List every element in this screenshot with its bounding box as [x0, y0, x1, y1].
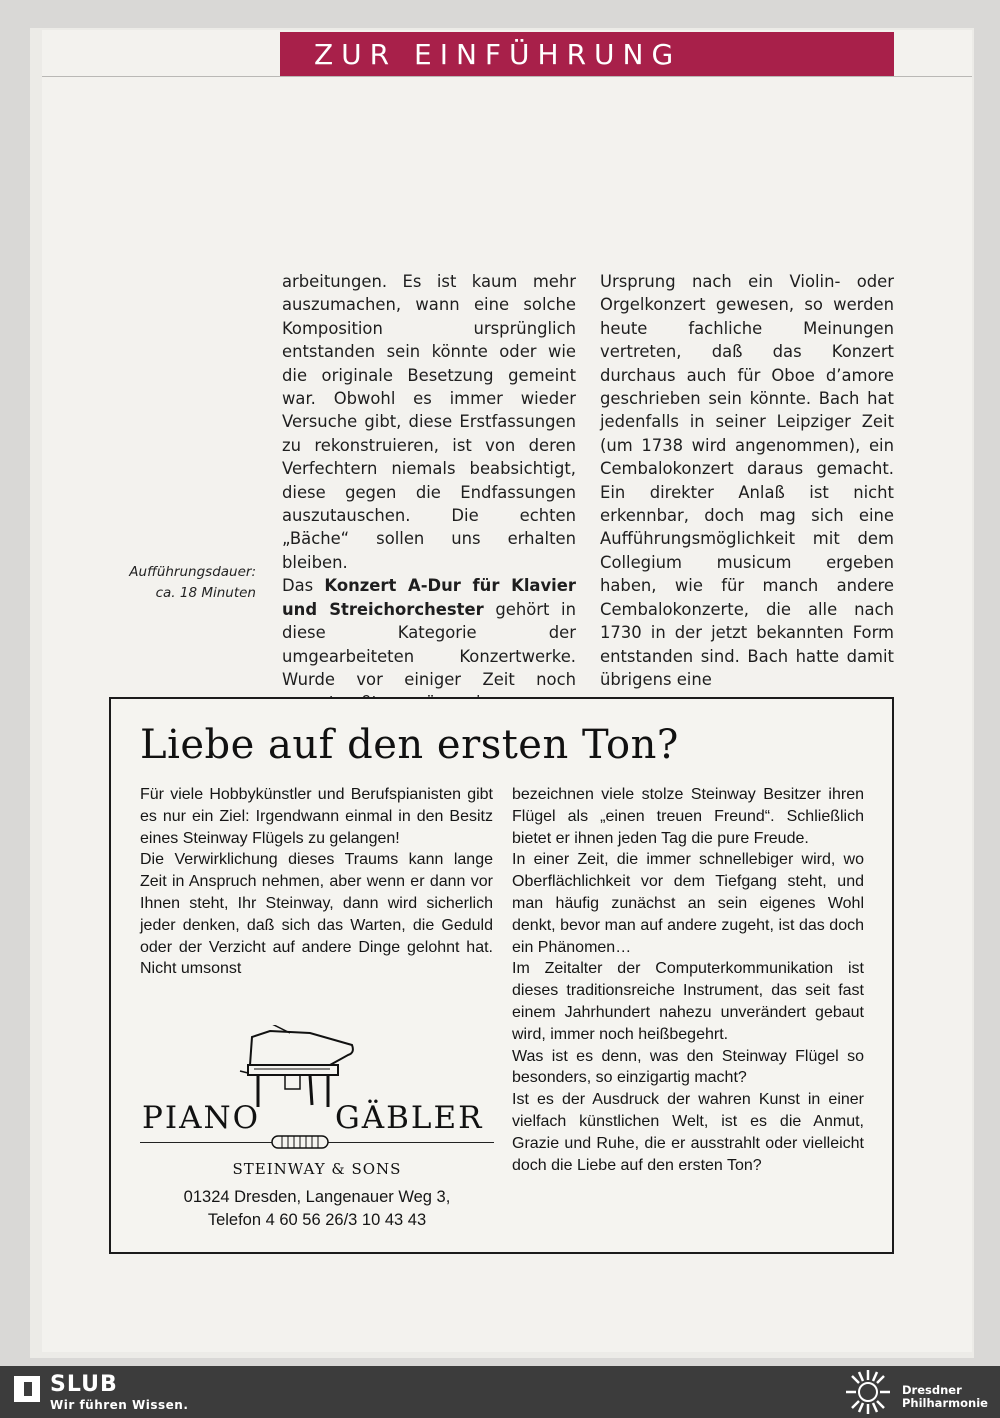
ad-paragraph: Ist es der Ausdruck der wahren Kunst in einer vielfach künstlichen Welt, ist es die Anmut, Grazie und Ruhe, die er ausstrahlt oder vielleicht doch die Liebe auf den ersten Ton?: [512, 1091, 864, 1174]
ad-column-1: [140, 784, 493, 980]
text-run: gehört in diese Kategorie der umgearbeiteten Konzertwerke. Wurde vor einiger Zeit noch: [282, 599, 576, 689]
article-paragraph: arbeitungen. Es ist kaum mehr auszumachen, wann eine solche Komposition ursprünglich entstanden sein könnte oder wie die originale Besetzung gemeint war. Obwohl es immer wieder Versuche gibt, diese Erstfassungen zu rekonstruieren, ist von deren Verfechtern niemals beabsichtigt, diese gegen die Endfassungen auszutauschen. Die echten „Bäche“ sollen uns erhalten bleiben.: [282, 272, 576, 572]
slub-tagline: Wir führen Wissen.: [50, 1398, 189, 1412]
dp-line: Philharmonie: [902, 1396, 988, 1410]
section-header: ZUR EINFÜHRUNG: [280, 32, 894, 76]
address-line: 01324 Dresden, Langenauer Weg 3,: [183, 1188, 451, 1206]
phone-line: Telefon 4 60 56 26/3 10 43 43: [207, 1210, 427, 1229]
slub-logo-icon: [12, 1374, 42, 1404]
ad-column-2: [512, 784, 864, 1176]
work-title: Konzert A-Dur für Klavier und Streichorchester: [282, 576, 576, 619]
ad-paragraph: Was ist es denn, was den Steinway Flügel so besonders, so einzigartig macht?: [512, 1047, 864, 1087]
duration-value: ca. 18 Minuten: [155, 585, 256, 601]
text-run: Das: [282, 576, 325, 596]
ad-paragraph: In einer Zeit, die immer schnellebiger wird, wo Oberflächlichkeit vor dem Tiefgang steht, und man häufig zunächst an sein eigenes Wohl denkt, bevor man auf andere zugeht, ist das doch ein Phänomen…: [512, 851, 864, 956]
ad-paragraph: Die Verwirklichung dieses Traums kann lange Zeit in Anspruch nehmen, aber wenn er dann vor Ihnen steht, Ihr Steinway, dann wird sicherlich jeder denken, daß sich das Warten, die Geduld oder der Verzicht auf andere Dinge gelohnt hat. Nicht umsonst: [140, 851, 493, 978]
article-paragraph: [282, 574, 576, 714]
brand-name-right: GÄBLER: [335, 1100, 484, 1136]
article-column-2: [600, 270, 894, 691]
ad-paragraph: Für viele Hobbykünstler und Berufspianisten gibt es nur ein Ziel: Irgendwann einmal in den Besitz eines Steinway Flügels zu gelangen!: [140, 786, 493, 847]
ad-paragraph: Im Zeitalter der Computerkommunikation ist dieses traditionsreiche Instrument, das seit fast einem Jahrhundert nahezu unverändert gebaut wird, immer noch heißbegehrt.: [512, 960, 864, 1043]
slub-name: SLUB: [50, 1372, 118, 1397]
ad-paragraph: bezeichnen viele stolze Steinway Besitzer ihren Flügel als „einen treuen Freund“. Schließlich bietet er ihnen jeden Tag die pure Freude.: [512, 786, 864, 847]
ad-headline: Liebe auf den ersten Ton?: [140, 722, 679, 768]
brand-name-left: PIANO: [142, 1100, 261, 1136]
duration-label: Aufführungsdauer:: [129, 564, 256, 580]
header-rule: [42, 76, 972, 77]
dresdner-philharmonie-logo-icon: [842, 1368, 894, 1416]
keyboard-ornament-icon: [270, 1133, 330, 1151]
article-column-1: [282, 270, 576, 715]
performance-duration-note: [106, 562, 256, 604]
dresdner-philharmonie-name: [902, 1384, 988, 1410]
steinway-label: STEINWAY & SONS: [232, 1160, 402, 1178]
contact-address: [140, 1186, 494, 1231]
article-paragraph: Ursprung nach ein Violin- oder Orgelkonzert gewesen, so werden heute fachliche Meinungen vertreten, daß das Konzert durchaus auch für Oboe d’amore geschrieben sein könnte. Bach hat jedenfalls in seiner Leipziger Zeit (um 1738 wird angenommen), ein Cembalokonzert daraus gemacht. Ein direkter Anlaß ist nicht erkennbar, doch mag sich eine Aufführungsmöglichkeit mit dem Collegium musicum ergeben haben, wie für manch andere Cembalokonzerte, die alle nach 1730 in der jetzt bekannten Form entstanden sind. Bach hatte damit übrigens eine: [600, 272, 894, 689]
dp-line: Dresdner: [902, 1383, 962, 1397]
